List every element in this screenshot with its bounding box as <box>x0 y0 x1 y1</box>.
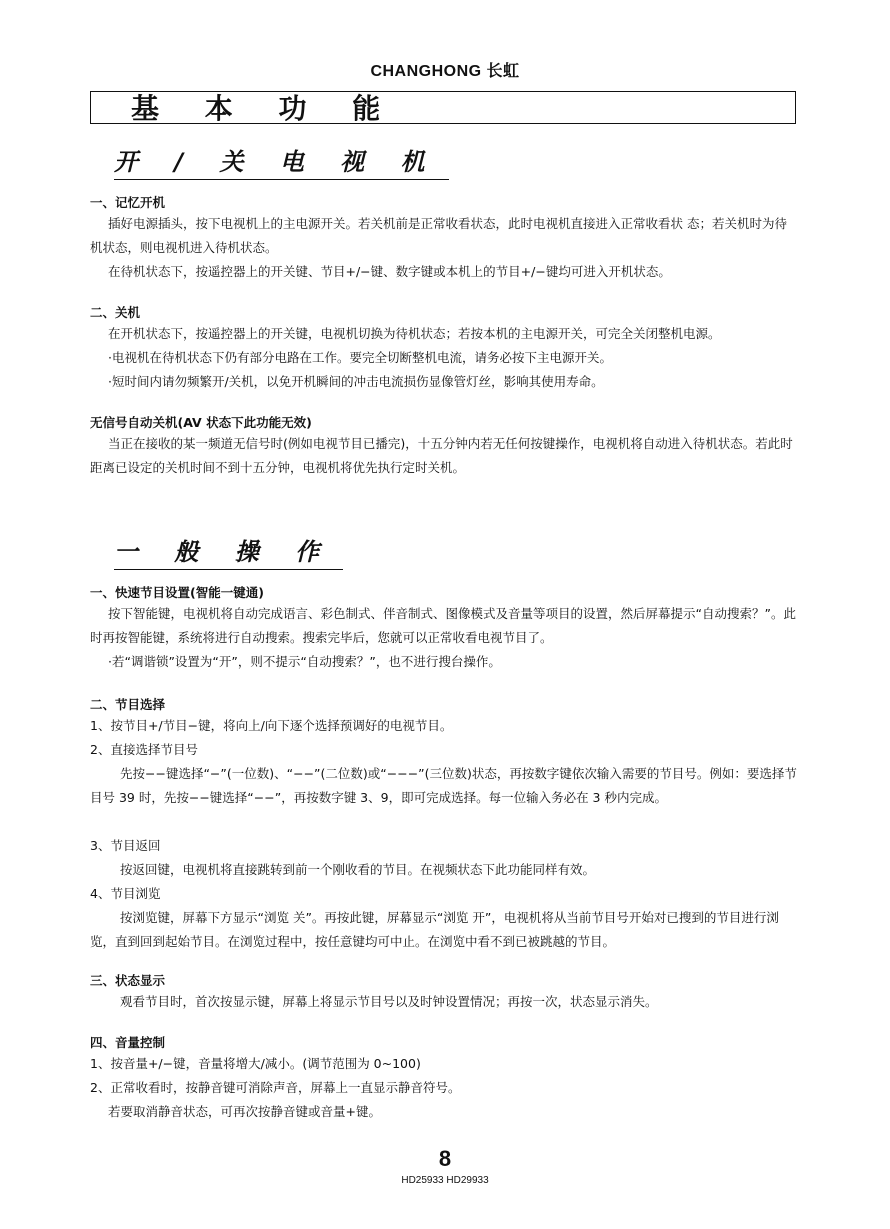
bullet-item: ·若“调谐锁”设置为“开”，则不提示“自动搜索？”，也不进行搜台操作。 <box>108 654 501 669</box>
paragraph: 若要取消静音状态，可再次按静音键或音量+键。 <box>108 1104 381 1119</box>
paragraph: 先按−−键选择“−”(一位数)、“−−”(二位数)或“−−−”(三位数)状态，再按数字键依次输入需要的节目号。例如：要选择节目号 39 时，先按−−键选择“−−”，再按数字键 3、9，即可完成选择。每一位输入务必在 3 秒内完成。 <box>90 766 797 805</box>
heading-status-display: 三、状态显示 <box>90 973 166 988</box>
heading-auto-power-off: 无信号自动关机(AV 状态下此功能无效) <box>90 415 312 430</box>
heading-quick-setup: 一、快速节目设置(智能一键通) <box>90 585 264 600</box>
paragraph: 观看节目时，首次按显示键，屏幕上将显示节目号以及时钟设置情况；再按一次，状态显示消失。 <box>120 994 658 1009</box>
section-title-general: 一 般 操 作 <box>114 537 343 570</box>
paragraph: 按浏览键，屏幕下方显示“浏览 关”。再按此键，屏幕显示“浏览 开”，电视机将从当前节目号开始对已搜到的节目进行浏览，直到回到起始节目。在浏览过程中，按任意键均可中止。在浏览中看不到已被跳越的节目。 <box>90 910 779 949</box>
list-item: 1、按节目+/节目−键，将向上/向下逐个选择预调好的电视节目。 <box>90 718 453 733</box>
list-item: 4、节目浏览 <box>90 886 161 901</box>
brand-logo: CHANGHONG 长虹 <box>370 63 520 80</box>
page-title-box <box>90 91 796 124</box>
heading-power-off: 二、关机 <box>90 305 141 320</box>
heading-program-select: 二、节目选择 <box>90 697 166 712</box>
list-item: 2、直接选择节目号 <box>90 742 198 757</box>
bullet-item: ·电视机在待机状态下仍有部分电路在工作。要完全切断整机电流，请务必按下主电源开关。 <box>108 350 612 365</box>
paragraph: 按下智能键，电视机将自动完成语言、彩色制式、伴音制式、图像模式及音量等项目的设置，然后屏幕提示“自动搜索？”。此时再按智能键，系统将进行自动搜索。搜索完毕后，您就可以正常收看电视节目了。 <box>90 606 796 645</box>
paragraph: 插好电源插头，按下电视机上的主电源开关。若关机前是正常收看状态，此时电视机直接进入正常收看状 态；若关机时为待机状态，则电视机进入待机状态。 <box>90 216 787 255</box>
list-item: 3、节目返回 <box>90 838 161 853</box>
heading-volume-control: 四、音量控制 <box>90 1035 166 1050</box>
section-title-power: 开 / 关 电 视 机 <box>114 147 449 180</box>
list-item: 1、按音量+/−键，音量将增大/减小。(调节范围为 0~100) <box>90 1056 421 1071</box>
paragraph: 在待机状态下，按遥控器上的开关键、节目+/−键、数字键或本机上的节目+/−键均可进入开机状态。 <box>108 264 671 279</box>
bullet-item: ·短时间内请勿频繁开/关机，以免开机瞬间的冲击电流损伤显像管灯丝，影响其使用寿命。 <box>108 374 604 389</box>
paragraph: 按返回键，电视机将直接跳转到前一个刚收看的节目。在视频状态下此功能同样有效。 <box>120 862 596 877</box>
list-item: 2、正常收看时，按静音键可消除声音，屏幕上一直显示静音符号。 <box>90 1080 461 1095</box>
model-numbers: HD25933 HD29933 <box>401 1175 489 1186</box>
page-number: 8 <box>438 1146 452 1171</box>
paragraph: 在开机状态下，按遥控器上的开关键，电视机切换为待机状态；若按本机的主电源开关，可完全关闭整机电源。 <box>108 326 721 341</box>
paragraph: 当正在接收的某一频道无信号时(例如电视节目已播完)，十五分钟内若无任何按键操作，电视机将自动进入待机状态。若此时距离已设定的关机时间不到十五分钟，电视机将优先执行定时关机。 <box>90 436 793 475</box>
heading-memory-power-on: 一、记忆开机 <box>90 195 166 210</box>
page-title: 基 本 功 能 <box>131 92 399 125</box>
